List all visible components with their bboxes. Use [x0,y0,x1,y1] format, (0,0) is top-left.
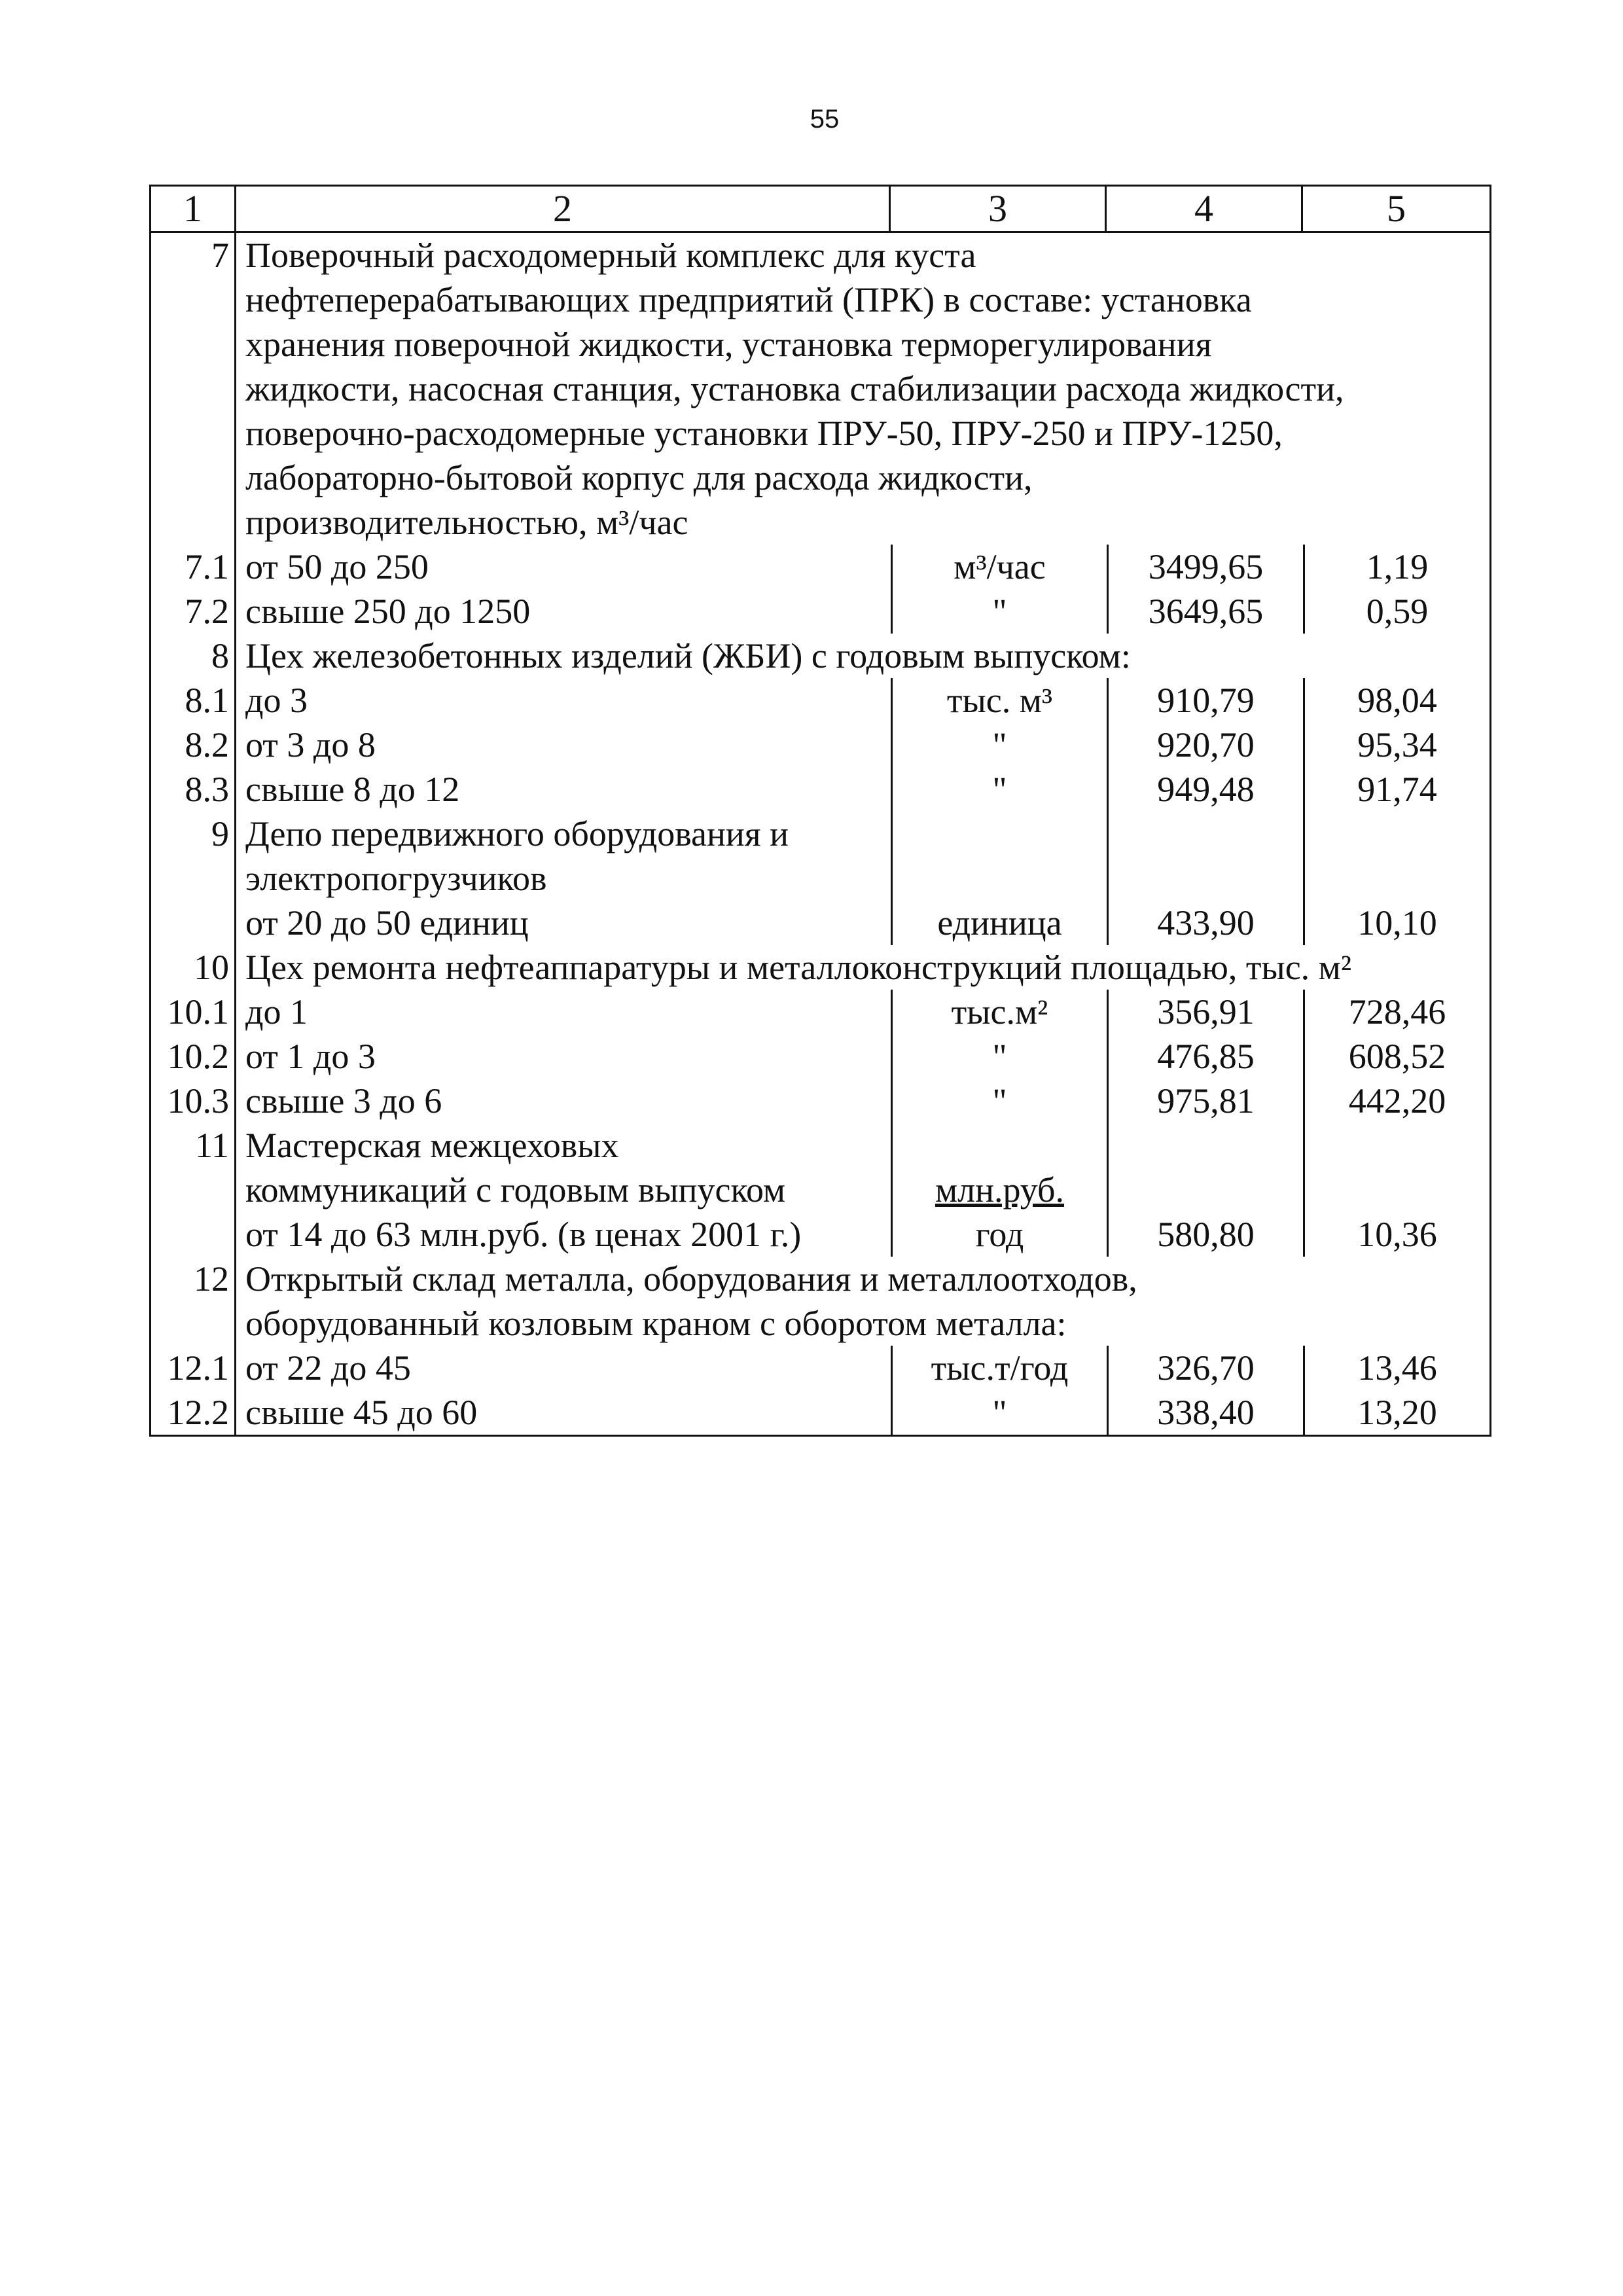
row-value-col4: 326,70 [1107,1346,1303,1390]
row-unit: год [891,1212,1107,1257]
row-unit: тыс.м² [891,990,1107,1034]
row-number: 10.1 [151,990,236,1034]
row-unit [891,856,1107,901]
row-description: от 1 до 3 [245,1037,376,1076]
table-row [151,367,1489,411]
row-number [151,1168,236,1212]
row-value-col4: 3649,65 [1107,589,1303,634]
row-value-col5: 10,36 [1303,1212,1489,1257]
row-number [151,901,236,945]
row-value-col4: 3499,65 [1107,545,1303,589]
row-number: 8 [151,634,236,678]
table-row [151,723,1489,767]
row-number: 7.1 [151,545,236,589]
row-number [151,500,236,545]
row-value-col5 [1303,856,1489,901]
row-value-col5 [1303,812,1489,856]
row-description: производительностью, м³/час [245,503,688,542]
row-number: 8.2 [151,723,236,767]
row-number: 7.2 [151,589,236,634]
row-number [151,456,236,500]
table-header [151,187,1489,233]
table-row [151,678,1489,723]
row-description: Поверочный расходомерный комплекс для куста [245,236,976,275]
row-description: свыше 45 до 60 [245,1393,478,1432]
row-number: 12.2 [151,1390,236,1435]
row-value-col5 [1303,1123,1489,1168]
row-description: хранения поверочной жидкости, установка терморегулирования [245,325,1212,364]
row-description: от 3 до 8 [245,725,376,764]
row-value-col4 [1107,856,1303,901]
row-value-col5: 95,34 [1303,723,1489,767]
row-number: 7 [151,233,236,278]
row-unit: " [891,589,1107,634]
row-value-col4: 338,40 [1107,1390,1303,1435]
table-row [151,589,1489,634]
row-unit: м³/час [891,545,1107,589]
row-number: 10.3 [151,1079,236,1123]
row-number [151,411,236,456]
row-description: Депо передвижного оборудования и [245,814,789,853]
row-description: электропогрузчиков [245,859,547,898]
table-row [151,1123,1489,1168]
row-value-col5: 728,46 [1303,990,1489,1034]
row-unit [891,812,1107,856]
table-row [151,856,1489,901]
table-row [151,545,1489,589]
table-row [151,1301,1489,1346]
row-number: 11 [151,1123,236,1168]
row-description: от 20 до 50 единиц [245,903,529,942]
page-number: 55 [810,105,840,134]
header-col-5: 5 [1387,187,1406,230]
table-row [151,322,1489,367]
table-row [151,990,1489,1034]
row-description: Цех железобетонных изделий (ЖБИ) с годовым выпуском: [245,636,1131,675]
row-value-col5: 1,19 [1303,545,1489,589]
row-number [151,856,236,901]
row-number: 9 [151,812,236,856]
row-value-col4: 975,81 [1107,1079,1303,1123]
row-description: до 1 [245,992,308,1031]
row-value-col5: 10,10 [1303,901,1489,945]
table-row [151,456,1489,500]
row-description: коммуникаций с годовым выпуском [245,1170,786,1210]
table-row [151,945,1489,990]
table-row [151,411,1489,456]
table-row [151,634,1489,678]
table-row [151,767,1489,812]
row-description: Мастерская межцеховых [245,1126,619,1165]
row-value-col5 [1303,1168,1489,1212]
row-value-col4 [1107,1123,1303,1168]
row-unit: " [891,723,1107,767]
row-unit: " [891,1390,1107,1435]
table-row [151,1257,1489,1301]
row-value-col4: 356,91 [1107,990,1303,1034]
row-value-col4: 949,48 [1107,767,1303,812]
row-value-col5: 13,20 [1303,1390,1489,1435]
row-description: свыше 250 до 1250 [245,592,531,631]
row-value-col4 [1107,1168,1303,1212]
row-value-col4: 580,80 [1107,1212,1303,1257]
row-number [151,1301,236,1346]
table-row [151,812,1489,856]
row-number [151,278,236,322]
row-number [151,367,236,411]
row-number: 8.3 [151,767,236,812]
row-unit: тыс.т/год [891,1346,1107,1390]
row-number: 12 [151,1257,236,1301]
row-unit [891,1123,1107,1168]
table-row [151,1346,1489,1390]
table-row [151,278,1489,322]
row-value-col5: 442,20 [1303,1079,1489,1123]
table-row [151,1034,1489,1079]
row-number [151,1212,236,1257]
row-description: оборудованный козловым краном с оборотом металла: [245,1304,1067,1343]
row-description: лабораторно-бытовой корпус для расхода жидкости, [245,458,1033,497]
row-value-col4 [1107,812,1303,856]
row-description: от 50 до 250 [245,547,429,586]
header-col-1: 1 [151,187,236,231]
row-description: до 3 [245,681,308,720]
table-row [151,1168,1489,1212]
table-row [151,233,1489,278]
row-description: свыше 8 до 12 [245,770,460,809]
row-number: 10 [151,945,236,990]
table-row [151,1390,1489,1435]
row-value-col4: 910,79 [1107,678,1303,723]
row-number: 12.1 [151,1346,236,1390]
row-value-col5: 91,74 [1303,767,1489,812]
row-value-col5: 98,04 [1303,678,1489,723]
row-value-col5: 0,59 [1303,589,1489,634]
table-body [151,233,1489,1435]
row-description: Открытый склад металла, оборудования и металлоотходов, [245,1259,1137,1299]
row-unit: тыс. м³ [891,678,1107,723]
row-number: 8.1 [151,678,236,723]
row-description: от 14 до 63 млн.руб. (в ценах 2001 г.) [245,1215,802,1254]
row-number: 10.2 [151,1034,236,1079]
header-col-4: 4 [1107,187,1303,231]
row-unit: " [891,1034,1107,1079]
row-description: нефтеперерабатывающих предприятий (ПРК) в составе: установка [245,280,1252,319]
row-value-col4: 476,85 [1107,1034,1303,1079]
row-value-col4: 433,90 [1107,901,1303,945]
row-description: жидкости, насосная станция, установка стабилизации расхода жидкости, [245,369,1344,408]
table-row [151,1212,1489,1257]
table-row [151,500,1489,545]
row-value-col5: 13,46 [1303,1346,1489,1390]
row-description: поверочно-расходомерные установки ПРУ-50, ПРУ-250 и ПРУ-1250, [245,414,1283,453]
header-col-2: 2 [236,187,891,231]
row-description: от 22 до 45 [245,1348,411,1388]
row-value-col5: 608,52 [1303,1034,1489,1079]
row-description: свыше 3 до 6 [245,1081,442,1121]
row-number [151,322,236,367]
row-unit: единица [891,901,1107,945]
row-value-col4: 920,70 [1107,723,1303,767]
header-col-3: 3 [891,187,1107,231]
table-row [151,901,1489,945]
table-row [151,1079,1489,1123]
row-unit: млн.руб. [891,1168,1107,1212]
row-unit: " [891,1079,1107,1123]
rates-table [149,185,1491,1437]
row-description: Цех ремонта нефтеаппаратуры и металлоконструкций площадью, тыс. м² [245,948,1352,987]
row-unit: " [891,767,1107,812]
